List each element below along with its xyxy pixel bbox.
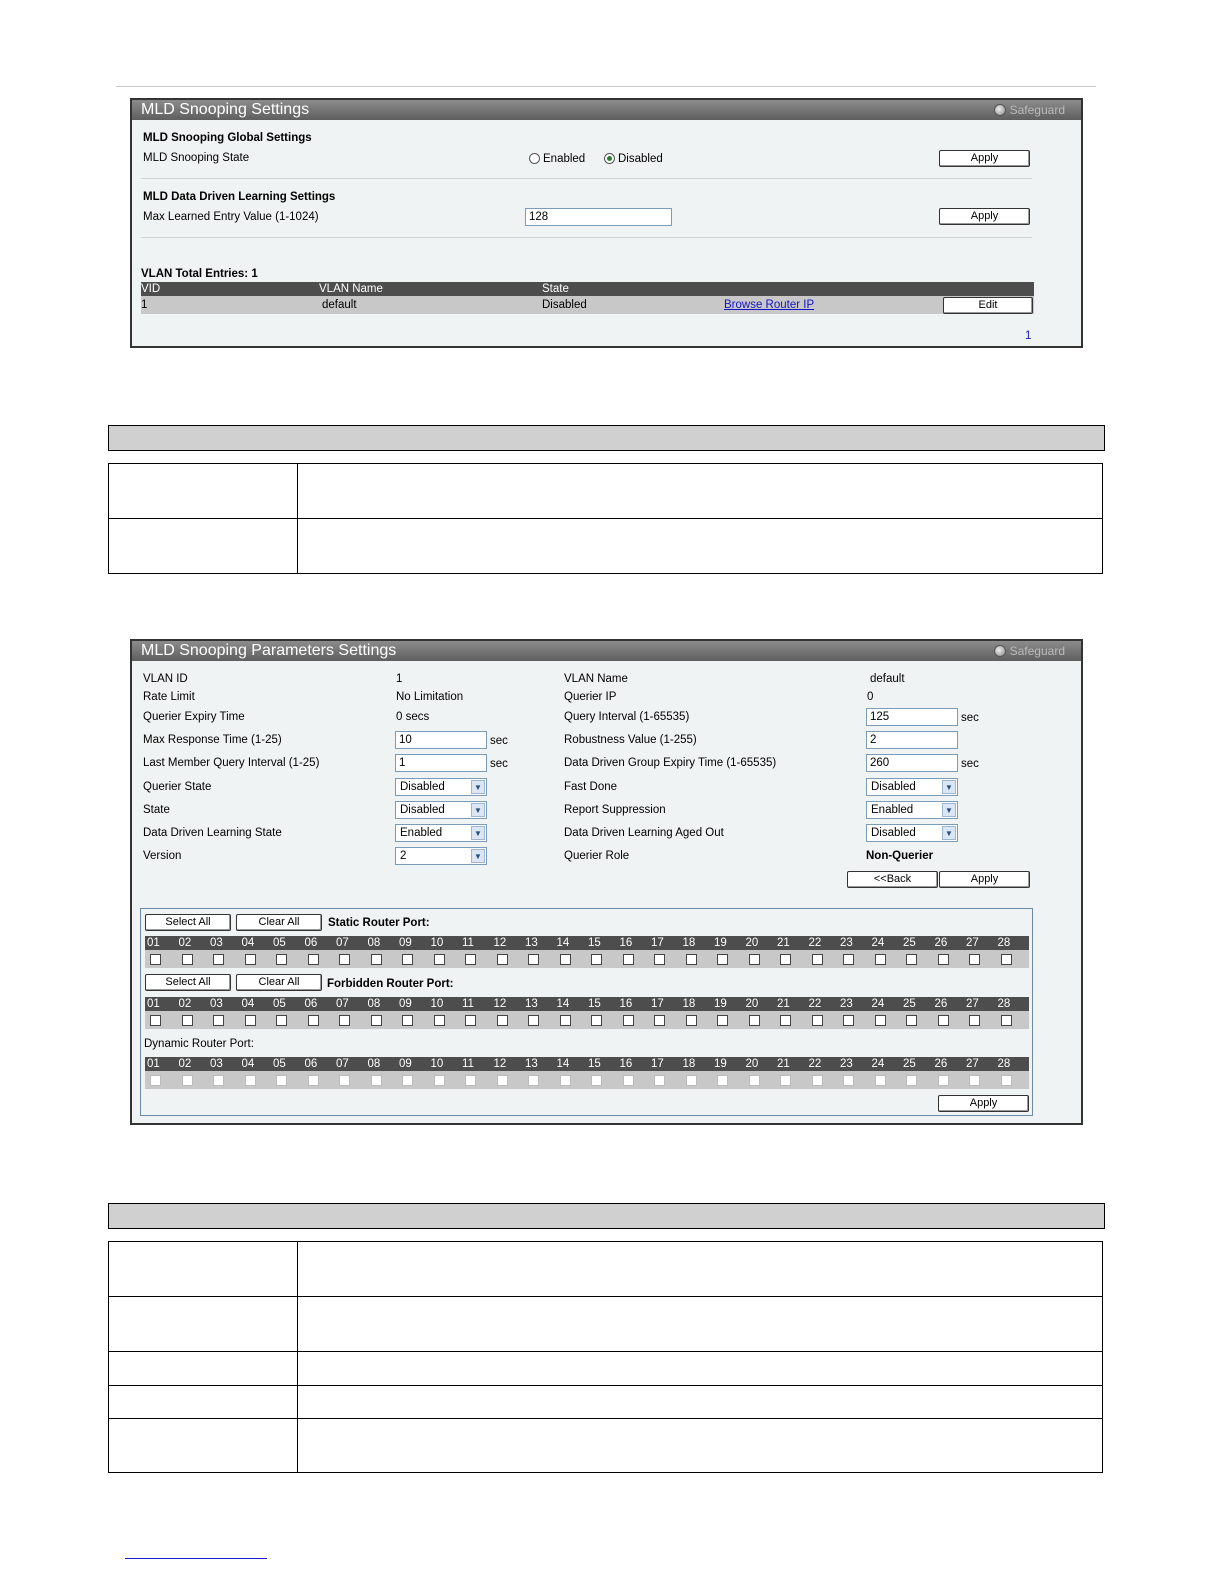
static-port-checkbox[interactable] <box>245 954 256 965</box>
table-divider <box>297 1242 298 1472</box>
dynamic-port-checkbox <box>371 1075 382 1086</box>
port-number: 13 <box>525 998 538 1010</box>
sec-unit: sec <box>490 735 508 747</box>
querier-role-label: Querier Role <box>564 850 630 862</box>
dynamic-port-checkbox <box>623 1075 634 1086</box>
static-port-checkbox[interactable] <box>371 954 382 965</box>
forbidden-port-checkbox[interactable] <box>560 1015 571 1026</box>
table-row <box>109 518 1102 519</box>
port-number: 23 <box>840 937 853 949</box>
static-clear-all-button[interactable]: Clear All <box>236 914 322 931</box>
dynamic-port-checkbox <box>906 1075 917 1086</box>
dynamic-port-checkbox <box>780 1075 791 1086</box>
max-response-label: Max Response Time (1-25) <box>143 734 282 746</box>
table-row <box>109 1418 1102 1419</box>
port-number: 13 <box>525 1058 538 1070</box>
row-vlan-name: default <box>322 299 357 311</box>
forbidden-port-checkbox[interactable] <box>245 1015 256 1026</box>
parameters-apply-button[interactable]: Apply <box>939 871 1030 888</box>
chevron-down-icon: ▼ <box>471 803 485 817</box>
robustness-input[interactable] <box>866 731 958 749</box>
table-row <box>109 1296 1102 1297</box>
chevron-down-icon: ▼ <box>471 780 485 794</box>
robustness-label: Robustness Value (1-255) <box>564 734 697 746</box>
port-number: 28 <box>997 998 1011 1010</box>
dynamic-port-checkbox <box>528 1075 539 1086</box>
state-label: State <box>143 804 170 816</box>
port-number: 24 <box>871 937 885 949</box>
port-number: 17 <box>651 1058 664 1070</box>
port-number: 18 <box>682 1058 696 1070</box>
port-number: 28 <box>997 937 1011 949</box>
chevron-down-icon: ▼ <box>471 849 485 863</box>
ddl-aged-out-select[interactable]: Disabled ▼ <box>866 824 958 842</box>
port-number: 09 <box>399 937 412 949</box>
max-learned-entry-label: Max Learned Entry Value (1-1024) <box>143 211 319 223</box>
ddl-aged-out-label: Data Driven Learning Aged Out <box>564 827 724 839</box>
port-number: 09 <box>399 998 412 1010</box>
separator <box>141 237 1032 238</box>
dynamic-port-checkbox <box>434 1075 445 1086</box>
port-number: 05 <box>273 937 286 949</box>
port-number: 10 <box>430 998 444 1010</box>
dynamic-port-checkbox <box>308 1075 319 1086</box>
static-port-checkbox[interactable] <box>339 954 350 965</box>
row-state: Disabled <box>542 299 587 311</box>
static-port-checkbox[interactable] <box>591 954 602 965</box>
static-port-checkbox[interactable] <box>528 954 539 965</box>
rate-limit-label: Rate Limit <box>143 691 195 703</box>
querier-ip-value: 0 <box>867 691 874 703</box>
forbidden-port-checkbox[interactable] <box>308 1015 319 1026</box>
panel-title-bar <box>132 100 1081 120</box>
forbidden-port-checkbox[interactable] <box>1001 1015 1012 1026</box>
port-number: 14 <box>556 1058 570 1070</box>
sec-unit: sec <box>961 712 979 724</box>
forbidden-port-checkbox[interactable] <box>654 1015 665 1026</box>
forbidden-port-checkbox[interactable] <box>717 1015 728 1026</box>
dynamic-port-checkbox <box>245 1075 256 1086</box>
global-settings-heading: MLD Snooping Global Settings <box>143 132 312 144</box>
fast-done-label: Fast Done <box>564 781 618 793</box>
port-number: 12 <box>493 1058 507 1070</box>
port-number: 07 <box>336 998 349 1010</box>
forbidden-port-checkbox[interactable] <box>497 1015 508 1026</box>
port-number: 02 <box>178 1058 192 1070</box>
port-number: 20 <box>745 998 759 1010</box>
chevron-down-icon: ▼ <box>942 826 956 840</box>
dd-group-expiry-input[interactable] <box>866 754 958 772</box>
vlan-total-entries: VLAN Total Entries: 1 <box>141 268 258 280</box>
port-number: 03 <box>210 1058 223 1070</box>
forbidden-select-all-button[interactable]: Select All <box>145 974 231 991</box>
port-number: 15 <box>588 998 601 1010</box>
port-number: 25 <box>903 998 916 1010</box>
forbidden-port-checkbox[interactable] <box>875 1015 886 1026</box>
port-number: 18 <box>682 937 696 949</box>
ddl-settings-heading: MLD Data Driven Learning Settings <box>143 191 336 203</box>
dynamic-port-checkbox <box>969 1075 980 1086</box>
rate-limit-value: No Limitation <box>396 691 464 703</box>
ddl-state-select[interactable]: Enabled ▼ <box>395 824 487 842</box>
vlan-id-value: 1 <box>396 673 403 685</box>
vlan-table-header <box>141 282 1034 296</box>
version-select[interactable]: 2 ▼ <box>395 847 487 865</box>
dynamic-port-checkbox <box>717 1075 728 1086</box>
port-number: 22 <box>808 1058 822 1070</box>
port-number: 27 <box>966 1058 979 1070</box>
page-number[interactable]: 1 <box>1025 330 1032 342</box>
static-port-checkbox[interactable] <box>1001 954 1012 965</box>
port-number: 13 <box>525 937 538 949</box>
static-port-checkbox[interactable] <box>654 954 665 965</box>
static-port-checkbox[interactable] <box>623 954 634 965</box>
port-number: 06 <box>304 998 318 1010</box>
port-number: 10 <box>430 1058 444 1070</box>
radio-enabled-label: Enabled <box>543 153 586 165</box>
static-port-checkbox[interactable] <box>717 954 728 965</box>
static-port-checkbox[interactable] <box>686 954 697 965</box>
row-vid: 1 <box>141 299 148 311</box>
safeguard-icon <box>994 645 1006 657</box>
dynamic-port-checkbox <box>339 1075 350 1086</box>
querier-state-label: Querier State <box>143 781 212 793</box>
port-number: 07 <box>336 1058 349 1070</box>
dynamic-port-checkbox <box>213 1075 224 1086</box>
static-select-all-button[interactable]: Select All <box>145 914 231 931</box>
ddl-apply-button[interactable]: Apply <box>939 208 1030 225</box>
dynamic-port-checkbox <box>402 1075 413 1086</box>
dynamic-port-checkbox <box>938 1075 949 1086</box>
forbidden-port-checkbox[interactable] <box>686 1015 697 1026</box>
port-number: 01 <box>147 998 160 1010</box>
port-number: 23 <box>840 1058 853 1070</box>
router-port-apply-button[interactable]: Apply <box>938 1095 1029 1112</box>
query-interval-input[interactable] <box>866 708 958 726</box>
querier-role-value: Non-Querier <box>866 850 934 862</box>
port-number: 16 <box>619 937 633 949</box>
forbidden-port-checkbox[interactable] <box>339 1015 350 1026</box>
chevron-down-icon: ▼ <box>471 826 485 840</box>
forbidden-port-checkbox[interactable] <box>402 1015 413 1026</box>
port-number: 20 <box>745 1058 759 1070</box>
port-number: 02 <box>178 998 192 1010</box>
port-number: 11 <box>462 1058 474 1070</box>
global-apply-button[interactable]: Apply <box>939 150 1030 167</box>
report-suppression-select[interactable]: Enabled ▼ <box>866 801 958 819</box>
dd-group-expiry-label: Data Driven Group Expiry Time (1-65535) <box>564 757 777 769</box>
static-port-checkbox[interactable] <box>402 954 413 965</box>
forbidden-port-checkbox[interactable] <box>182 1015 193 1026</box>
port-number: 20 <box>745 937 759 949</box>
dynamic-port-checkbox <box>465 1075 476 1086</box>
port-number: 04 <box>241 937 255 949</box>
footer-link-line <box>125 1558 267 1559</box>
max-response-input[interactable] <box>395 731 487 749</box>
safeguard-indicator: Safeguard <box>994 102 1065 118</box>
static-port-checkbox[interactable] <box>749 954 760 965</box>
forbidden-port-row <box>145 1011 1029 1029</box>
radio-disabled-label: Disabled <box>618 153 663 165</box>
port-number: 10 <box>430 937 444 949</box>
ddl-state-label: Data Driven Learning State <box>143 827 282 839</box>
dynamic-port-checkbox <box>1001 1075 1012 1086</box>
port-number: 22 <box>808 998 822 1010</box>
port-number: 24 <box>871 1058 885 1070</box>
table-row <box>109 1385 1102 1386</box>
port-number: 28 <box>997 1058 1011 1070</box>
port-number: 19 <box>714 1058 727 1070</box>
panel-title: MLD Snooping Parameters Settings <box>141 642 397 659</box>
description-table-header <box>108 1203 1105 1229</box>
port-number: 11 <box>462 998 474 1010</box>
dynamic-port-checkbox <box>686 1075 697 1086</box>
querier-state-select[interactable]: Disabled ▼ <box>395 778 487 796</box>
port-number: 12 <box>493 998 507 1010</box>
querier-ip-label: Querier IP <box>564 691 617 703</box>
last-member-query-input[interactable] <box>395 754 487 772</box>
static-port-checkbox[interactable] <box>906 954 917 965</box>
port-number: 08 <box>367 1058 381 1070</box>
static-port-checkbox[interactable] <box>150 954 161 965</box>
mld-snooping-state-label: MLD Snooping State <box>143 152 250 164</box>
top-divider <box>116 86 1096 87</box>
port-number: 23 <box>840 998 853 1010</box>
port-number: 08 <box>367 937 381 949</box>
version-label: Version <box>143 850 182 862</box>
col-state: State <box>542 283 569 295</box>
port-number: 08 <box>367 998 381 1010</box>
port-number: 03 <box>210 998 223 1010</box>
forbidden-port-checkbox[interactable] <box>213 1015 224 1026</box>
chevron-down-icon: ▼ <box>942 780 956 794</box>
description-table <box>108 463 1103 574</box>
port-number: 15 <box>588 937 601 949</box>
static-port-checkbox[interactable] <box>560 954 571 965</box>
dynamic-port-checkbox <box>560 1075 571 1086</box>
forbidden-port-checkbox[interactable] <box>938 1015 949 1026</box>
port-number: 15 <box>588 1058 601 1070</box>
port-number: 19 <box>714 937 727 949</box>
port-number: 16 <box>619 998 633 1010</box>
port-number: 22 <box>808 937 822 949</box>
vlan-name-value: default <box>870 673 905 685</box>
port-number: 04 <box>241 1058 255 1070</box>
port-number: 01 <box>147 1058 160 1070</box>
port-number: 25 <box>903 937 916 949</box>
port-number: 21 <box>777 1058 790 1070</box>
dynamic-port-checkbox <box>749 1075 760 1086</box>
static-port-checkbox[interactable] <box>780 954 791 965</box>
port-number: 07 <box>336 937 349 949</box>
port-number: 01 <box>147 937 160 949</box>
static-port-checkbox[interactable] <box>276 954 287 965</box>
static-port-checkbox[interactable] <box>182 954 193 965</box>
radio-disabled[interactable] <box>604 153 615 164</box>
description-table <box>108 1241 1103 1473</box>
table-row <box>141 296 1034 314</box>
max-learned-entry-input[interactable] <box>525 208 672 226</box>
state-select[interactable]: Disabled ▼ <box>395 801 487 819</box>
static-port-checkbox[interactable] <box>465 954 476 965</box>
description-table-header <box>108 425 1105 451</box>
port-number: 17 <box>651 937 664 949</box>
port-number: 02 <box>178 937 192 949</box>
port-number: 04 <box>241 998 255 1010</box>
port-number: 14 <box>556 998 570 1010</box>
forbidden-port-checkbox[interactable] <box>623 1015 634 1026</box>
static-router-port-label: Static Router Port: <box>328 917 430 929</box>
port-number: 27 <box>966 937 979 949</box>
dynamic-port-checkbox <box>875 1075 886 1086</box>
static-port-checkbox[interactable] <box>875 954 886 965</box>
forbidden-port-checkbox[interactable] <box>749 1015 760 1026</box>
dynamic-port-checkbox <box>843 1075 854 1086</box>
dynamic-port-checkbox <box>591 1075 602 1086</box>
port-number: 16 <box>619 1058 633 1070</box>
forbidden-port-checkbox[interactable] <box>276 1015 287 1026</box>
panel-title-bar <box>132 641 1081 661</box>
port-number: 06 <box>304 937 318 949</box>
port-number: 24 <box>871 998 885 1010</box>
query-interval-label: Query Interval (1-65535) <box>564 711 690 723</box>
dynamic-port-checkbox <box>182 1075 193 1086</box>
safeguard-icon <box>994 104 1006 116</box>
forbidden-port-checkbox[interactable] <box>812 1015 823 1026</box>
dynamic-port-checkbox <box>812 1075 823 1086</box>
back-button[interactable]: <<Back <box>847 871 938 888</box>
static-port-checkbox[interactable] <box>497 954 508 965</box>
static-port-checkbox[interactable] <box>308 954 319 965</box>
static-port-checkbox[interactable] <box>969 954 980 965</box>
forbidden-port-checkbox[interactable] <box>969 1015 980 1026</box>
forbidden-port-checkbox[interactable] <box>780 1015 791 1026</box>
port-number: 19 <box>714 998 727 1010</box>
forbidden-port-checkbox[interactable] <box>906 1015 917 1026</box>
static-port-checkbox[interactable] <box>213 954 224 965</box>
separator <box>141 178 1032 179</box>
static-port-row <box>145 950 1029 968</box>
port-number: 05 <box>273 998 286 1010</box>
table-row <box>109 1351 1102 1352</box>
forbidden-port-checkbox[interactable] <box>465 1015 476 1026</box>
vlan-id-label: VLAN ID <box>143 673 188 685</box>
port-number: 11 <box>462 937 474 949</box>
radio-enabled[interactable] <box>529 153 540 164</box>
dynamic-router-port-label: Dynamic Router Port: <box>144 1038 254 1050</box>
querier-expiry-label: Querier Expiry Time <box>143 711 245 723</box>
sec-unit: sec <box>490 758 508 770</box>
sec-unit: sec <box>961 758 979 770</box>
dynamic-port-checkbox <box>150 1075 161 1086</box>
forbidden-port-header <box>145 997 1029 1011</box>
port-number: 03 <box>210 937 223 949</box>
port-number: 17 <box>651 998 664 1010</box>
static-port-checkbox[interactable] <box>843 954 854 965</box>
dynamic-port-row <box>145 1071 1029 1089</box>
chevron-down-icon: ▼ <box>942 803 956 817</box>
browse-router-ip-link[interactable]: Browse Router IP <box>724 299 815 311</box>
forbidden-port-checkbox[interactable] <box>150 1015 161 1026</box>
port-number: 12 <box>493 937 507 949</box>
static-port-header <box>145 936 1029 950</box>
port-number: 25 <box>903 1058 916 1070</box>
static-port-checkbox[interactable] <box>434 954 445 965</box>
forbidden-port-checkbox[interactable] <box>434 1015 445 1026</box>
fast-done-select[interactable]: Disabled ▼ <box>866 778 958 796</box>
port-number: 26 <box>934 937 948 949</box>
port-number: 26 <box>934 998 948 1010</box>
col-vid: VID <box>141 283 161 295</box>
querier-expiry-value: 0 secs <box>396 711 430 723</box>
vlan-name-label: VLAN Name <box>564 673 628 685</box>
port-number: 06 <box>304 1058 318 1070</box>
forbidden-router-port-label: Forbidden Router Port: <box>327 978 454 990</box>
dynamic-port-checkbox <box>497 1075 508 1086</box>
forbidden-port-checkbox[interactable] <box>528 1015 539 1026</box>
port-number: 21 <box>777 937 790 949</box>
report-suppression-label: Report Suppression <box>564 804 666 816</box>
dynamic-port-header <box>145 1057 1029 1071</box>
forbidden-port-checkbox[interactable] <box>843 1015 854 1026</box>
port-number: 21 <box>777 998 790 1010</box>
dynamic-port-checkbox <box>654 1075 665 1086</box>
forbidden-clear-all-button[interactable]: Clear All <box>236 974 322 991</box>
static-port-checkbox[interactable] <box>812 954 823 965</box>
port-number: 27 <box>966 998 979 1010</box>
col-vlan-name: VLAN Name <box>319 283 383 295</box>
forbidden-port-checkbox[interactable] <box>371 1015 382 1026</box>
panel-title: MLD Snooping Settings <box>141 101 310 118</box>
last-member-query-label: Last Member Query Interval (1-25) <box>143 757 320 769</box>
port-number: 09 <box>399 1058 412 1070</box>
port-number: 14 <box>556 937 570 949</box>
edit-button[interactable]: Edit <box>943 297 1033 314</box>
port-number: 18 <box>682 998 696 1010</box>
port-number: 26 <box>934 1058 948 1070</box>
safeguard-indicator: Safeguard <box>994 643 1065 659</box>
static-port-checkbox[interactable] <box>938 954 949 965</box>
dynamic-port-checkbox <box>276 1075 287 1086</box>
port-number: 05 <box>273 1058 286 1070</box>
forbidden-port-checkbox[interactable] <box>591 1015 602 1026</box>
